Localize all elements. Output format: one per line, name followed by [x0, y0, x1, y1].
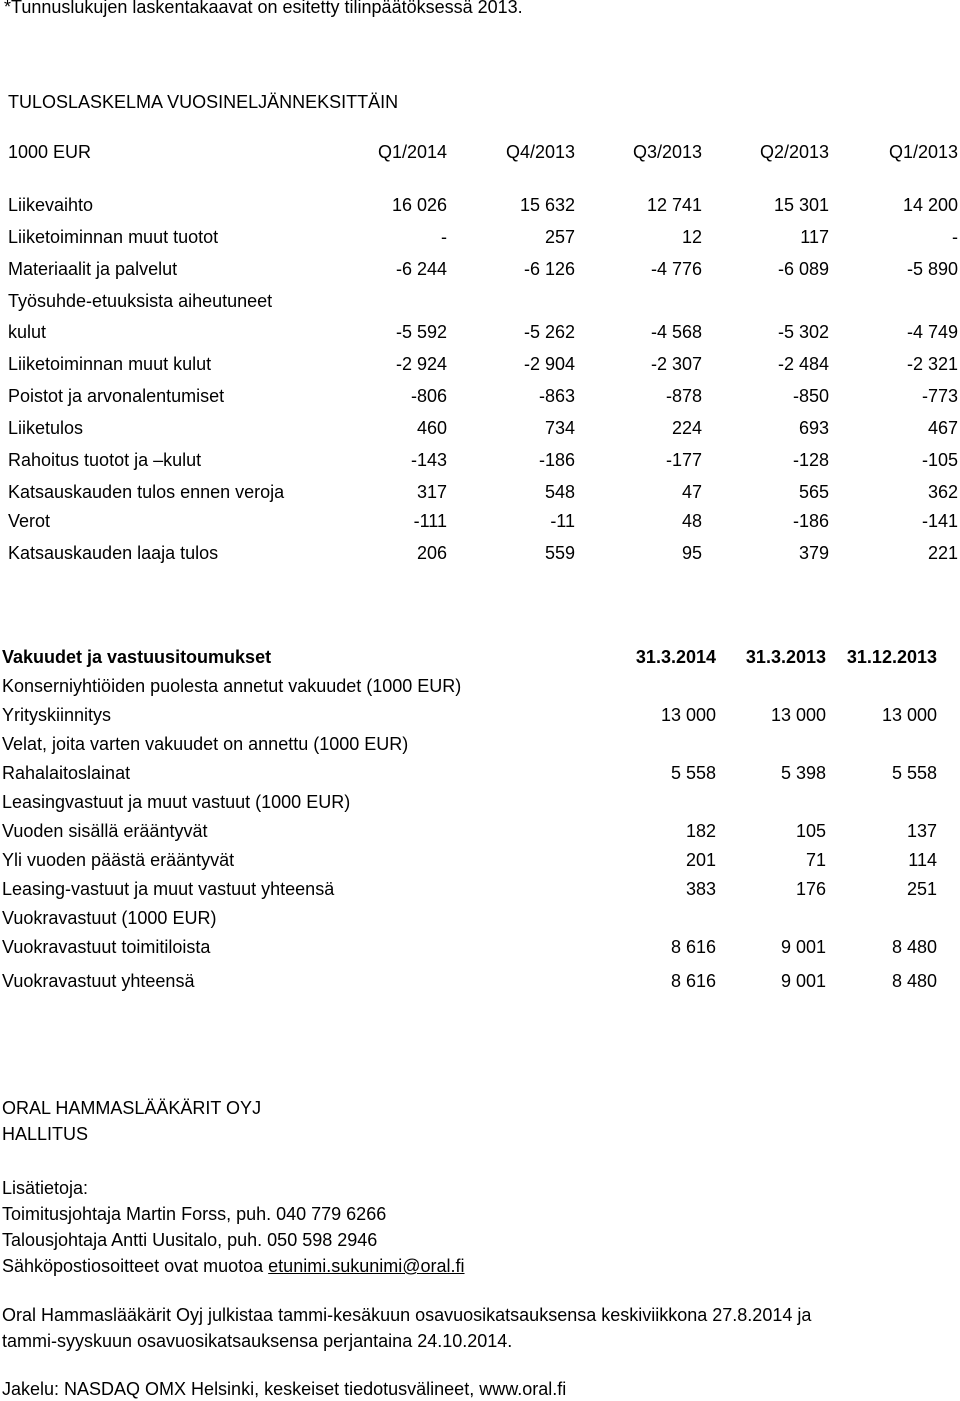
income-row-label: Materiaalit ja palvelut	[8, 259, 178, 279]
guarantees-row-label: Leasing-vastuut ja muut vastuut yhteensä	[2, 879, 335, 899]
income-cell: -186	[538, 450, 575, 470]
guarantees-cell: 201	[685, 850, 716, 870]
guarantees-column-header: 31.3.2014	[635, 647, 716, 667]
guarantees-cell: 5 398	[780, 763, 826, 783]
publish-line-1: Oral Hammaslääkärit Oyj julkistaa tammi-kesäkuun osavuosikatsauksensa keskiviikkona 27.8.2014 ja	[2, 1305, 812, 1325]
income-cell: -5 592	[395, 322, 447, 342]
income-row-label: Rahoitus tuotot ja –kulut	[8, 450, 202, 470]
income-cell: -6 244	[395, 259, 447, 279]
income-cell: -4 749	[906, 322, 958, 342]
guarantees-column-header: 31.12.2013	[846, 647, 937, 667]
income-cell: -4 776	[650, 259, 702, 279]
income-cell: -5 302	[777, 322, 829, 342]
income-row-label: Verot	[8, 511, 51, 531]
income-cell: -878	[665, 386, 702, 406]
income-row-label: Liiketulos	[8, 418, 84, 438]
income-cell: 548	[544, 482, 575, 502]
guarantees-cell: 114	[908, 850, 937, 870]
income-cell: -2 484	[777, 354, 829, 374]
guarantees-cell: 105	[795, 821, 826, 841]
income-cell: 117	[800, 227, 829, 247]
income-cell: 693	[798, 418, 829, 438]
guarantees-row-label: Vuokravastuut yhteensä	[2, 971, 195, 991]
income-cell: -6 089	[777, 259, 829, 279]
income-cell: 16 026	[391, 195, 447, 215]
income-cell: -141	[921, 511, 958, 531]
income-cell: 14 200	[902, 195, 958, 215]
income-cell: -	[952, 227, 958, 247]
company-name: ORAL HAMMASLÄÄKÄRIT OYJ	[2, 1098, 262, 1118]
income-cell: 206	[416, 543, 447, 563]
guarantees-row-label: Rahalaitoslainat	[2, 763, 131, 783]
guarantees-cell: 176	[795, 879, 826, 899]
guarantees-cell: 13 000	[660, 705, 716, 725]
guarantees-cell: 9 001	[780, 971, 826, 991]
email-prefix: Sähköpostiosoitteet ovat muotoa	[2, 1256, 269, 1276]
income-cell: 15 632	[519, 195, 575, 215]
guarantees-cell: 71	[805, 850, 826, 870]
income-cell: 379	[798, 543, 829, 563]
income-cell: -	[441, 227, 447, 247]
income-row-label: Liiketoiminnan muut kulut	[8, 354, 212, 374]
income-column-header: Q3/2013	[632, 142, 702, 162]
income-cell: -11	[550, 511, 575, 531]
income-cell: -105	[921, 450, 958, 470]
guarantees-cell: 5 558	[891, 763, 937, 783]
income-cell: -773	[921, 386, 958, 406]
guarantees-row-label: Konserniyhtiöiden puolesta annetut vakuudet (1000 EUR)	[2, 676, 462, 696]
income-cell: 95	[681, 543, 702, 563]
income-cell: 12	[681, 227, 702, 247]
guarantees-row-label: Velat, joita varten vakuudet on annettu (1000 EUR)	[2, 734, 409, 754]
income-cell: -177	[665, 450, 702, 470]
income-cell: -2 307	[650, 354, 702, 374]
income-column-header: Q2/2013	[759, 142, 829, 162]
income-cell: 48	[681, 511, 702, 531]
guarantees-cell: 383	[685, 879, 716, 899]
income-cell: -2 924	[395, 354, 447, 374]
income-column-header: Q1/2013	[888, 142, 958, 162]
email-link[interactable]: etunimi.sukunimi@oral.fi	[268, 1256, 465, 1276]
guarantees-cell: 137	[906, 821, 937, 841]
unit-label: 1000 EUR	[8, 142, 92, 162]
income-cell: -143	[410, 450, 447, 470]
income-row-label: Katsauskauden tulos ennen veroja	[8, 482, 285, 502]
cfo-contact: Talousjohtaja Antti Uusitalo, puh. 050 598 2946	[2, 1230, 378, 1250]
income-cell: -5 262	[523, 322, 575, 342]
income-cell: 12 741	[646, 195, 702, 215]
publish-line-2: tammi-syyskuun osavuosikatsauksensa perjantaina 24.10.2014.	[2, 1331, 513, 1351]
income-cell: -806	[410, 386, 447, 406]
guarantees-row-label: Vuokravastuut toimitiloista	[2, 937, 211, 957]
income-title: TULOSLASKELMA VUOSINELJÄNNEKSITTÄIN	[8, 92, 399, 112]
income-cell: -2 321	[906, 354, 958, 374]
guarantees-title: Vakuudet ja vastuusitoumukset	[2, 647, 272, 667]
income-cell: 224	[671, 418, 702, 438]
guarantees-row-label: Yrityskiinnitys	[2, 705, 112, 725]
guarantees-cell: 9 001	[780, 937, 826, 957]
income-cell: 362	[927, 482, 958, 502]
guarantees-cell: 8 616	[670, 937, 716, 957]
income-row-label: kulut	[8, 322, 47, 342]
income-cell: 317	[416, 482, 447, 502]
income-column-header: Q4/2013	[505, 142, 575, 162]
income-cell: -111	[413, 511, 447, 531]
guarantees-cell: 13 000	[881, 705, 937, 725]
email-line	[2, 1256, 465, 1277]
ceo-contact: Toimitusjohtaja Martin Forss, puh. 040 779 6266	[2, 1204, 387, 1224]
income-cell: 257	[544, 227, 575, 247]
income-cell: 47	[681, 482, 702, 502]
income-cell: 565	[798, 482, 829, 502]
guarantees-cell: 251	[906, 879, 937, 899]
income-column-header: Q1/2014	[377, 142, 447, 162]
income-cell: 467	[927, 418, 958, 438]
income-cell: -2 904	[523, 354, 575, 374]
income-row-label: Työsuhde-etuuksista aiheutuneet	[8, 291, 273, 311]
income-cell: -850	[792, 386, 829, 406]
income-cell: -863	[538, 386, 575, 406]
guarantees-row-label: Yli vuoden päästä erääntyvät	[2, 850, 235, 870]
income-cell: 460	[416, 418, 447, 438]
income-cell: -5 890	[906, 259, 958, 279]
guarantees-cell: 182	[685, 821, 716, 841]
guarantees-cell: 8 480	[891, 937, 937, 957]
income-cell: 734	[544, 418, 575, 438]
guarantees-row-label: Leasingvastuut ja muut vastuut (1000 EUR)	[2, 792, 351, 812]
guarantees-cell: 5 558	[670, 763, 716, 783]
income-cell: -6 126	[523, 259, 575, 279]
guarantees-cell: 13 000	[770, 705, 826, 725]
income-cell: -186	[792, 511, 829, 531]
income-cell: -128	[792, 450, 829, 470]
income-cell: 559	[544, 543, 575, 563]
income-row-label: Liiketoiminnan muut tuotot	[8, 227, 219, 247]
info-label: Lisätietoja:	[2, 1178, 89, 1198]
income-cell: -4 568	[650, 322, 702, 342]
board-label: HALLITUS	[2, 1124, 89, 1144]
income-cell: 15 301	[773, 195, 829, 215]
footnote: *Tunnuslukujen laskentakaavat on esitetty tilinpäätöksessä 2013.	[4, 0, 523, 17]
income-row-label: Liikevaihto	[8, 195, 94, 215]
guarantees-column-header: 31.3.2013	[745, 647, 826, 667]
distribution-line: Jakelu: NASDAQ OMX Helsinki, keskeiset tiedotusvälineet, www.oral.fi	[2, 1379, 567, 1399]
income-row-label: Poistot ja arvonalentumiset	[8, 386, 225, 406]
guarantees-cell: 8 616	[670, 971, 716, 991]
guarantees-row-label: Vuoden sisällä erääntyvät	[2, 821, 208, 841]
income-cell: 221	[927, 543, 958, 563]
guarantees-cell: 8 480	[891, 971, 937, 991]
income-row-label: Katsauskauden laaja tulos	[8, 543, 219, 563]
guarantees-row-label: Vuokravastuut (1000 EUR)	[2, 908, 217, 928]
